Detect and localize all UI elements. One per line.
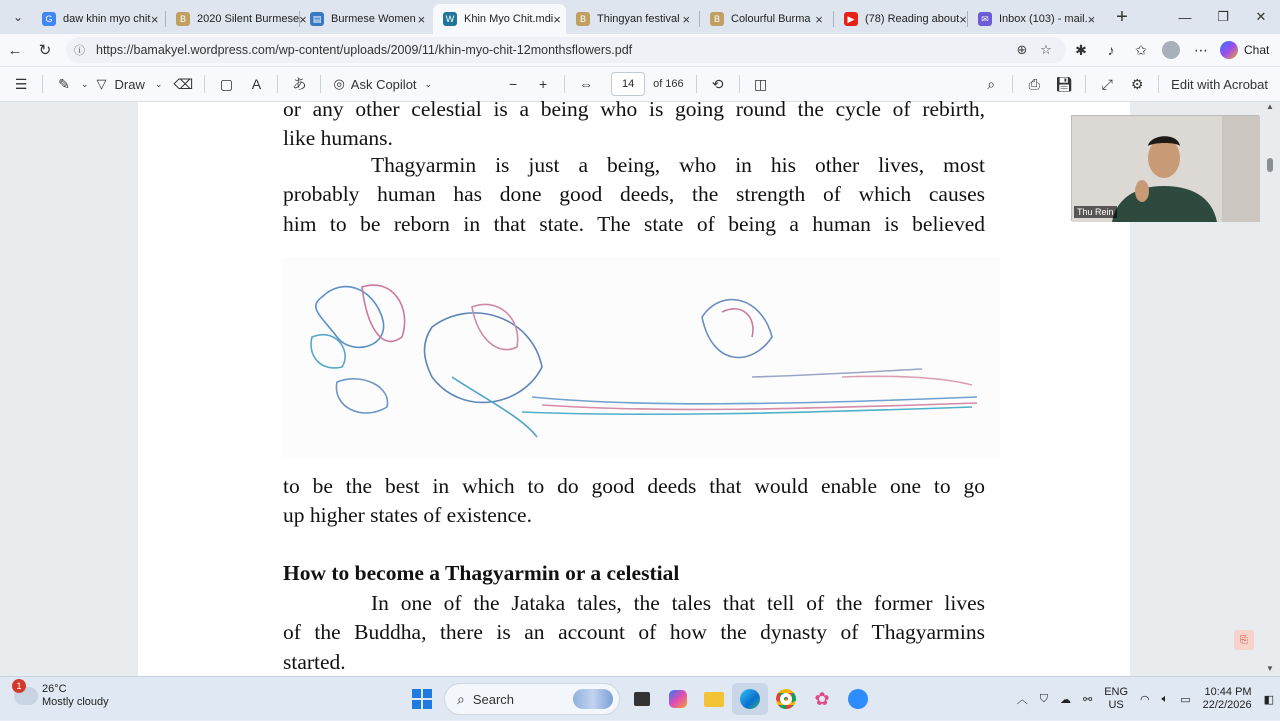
draw-icon: ▽ [96, 76, 107, 91]
paragraph-3 [283, 472, 985, 531]
notification-badge: 1 [12, 679, 26, 693]
zoom-icon[interactable]: ⊕ [1016, 42, 1028, 57]
page-total: of 166 [653, 78, 684, 90]
close-tab-icon[interactable]: × [553, 11, 561, 27]
tab-title: Colourful Burma [731, 13, 811, 25]
divider [739, 75, 740, 93]
tab-title: Burmese Women [331, 13, 416, 25]
participant-name: Thu Rein [1074, 206, 1117, 218]
clock-date: 22/2/2026 [1202, 699, 1252, 711]
system-tray [1011, 677, 1280, 721]
tab-title: Khin Myo Chit.mdi [464, 13, 554, 25]
network-status-icon[interactable]: ⚯ [1082, 693, 1093, 706]
scrollbar-thumb[interactable] [1267, 158, 1273, 172]
security-icon[interactable]: ⛉ [1039, 692, 1048, 705]
copilot-icon [1220, 41, 1238, 59]
page-icon: ▤ [310, 12, 324, 26]
fullscreen-icon[interactable]: ⤢ [1101, 75, 1113, 92]
language-line2: US [1108, 699, 1124, 711]
edge-browser-icon[interactable] [732, 683, 768, 715]
tab-4[interactable] [433, 4, 566, 34]
search-icon[interactable]: ⌕ [987, 75, 996, 92]
google-icon: G [42, 12, 56, 26]
onedrive-cloud-icon[interactable]: ☁ [1059, 693, 1071, 706]
task-view-icon[interactable] [624, 683, 660, 715]
maximize-button[interactable]: ❐ [1217, 9, 1229, 24]
acrobat-icon[interactable]: ⎘ [1234, 630, 1254, 650]
tab-3[interactable] [300, 4, 433, 34]
refresh-button[interactable]: ↻ [38, 42, 52, 59]
divider [320, 75, 321, 93]
taskbar-search[interactable] [444, 683, 620, 715]
favorite-star-icon[interactable]: ☆ [1040, 42, 1052, 57]
text-line: Thagyarmin is just a being, who in his other lives, most [371, 153, 985, 177]
draw-label: Draw [114, 76, 145, 92]
notifications-icon[interactable]: ◧ [1263, 693, 1274, 706]
tab-strip [0, 0, 1280, 34]
language-indicator[interactable] [1104, 686, 1128, 712]
divider [277, 75, 278, 93]
window-controls [1166, 0, 1280, 34]
more-options-icon[interactable]: ⋯ [1194, 41, 1208, 58]
address-bar-row [0, 34, 1280, 66]
start-windows-icon[interactable] [404, 683, 440, 715]
favorites-icon[interactable]: ✩ [1135, 41, 1147, 58]
read-aloud-icon[interactable]: A [251, 76, 262, 92]
copilot-chat-button[interactable] [1220, 41, 1269, 59]
weather-temperature: 26°C [42, 683, 67, 695]
search-label: Search [472, 691, 515, 707]
divider [696, 75, 697, 93]
new-tab-button[interactable]: + [1116, 5, 1128, 28]
highlight-icon[interactable]: ✎ [58, 75, 70, 92]
divider [1158, 75, 1159, 93]
text-line: like humans. [283, 126, 393, 151]
blogger-icon: B [710, 12, 724, 26]
close-tab-icon[interactable]: × [815, 11, 823, 27]
scroll-down-icon[interactable]: ▼ [1266, 664, 1274, 673]
close-tab-icon[interactable]: × [299, 11, 307, 27]
text-line: started. [283, 649, 346, 674]
ask-copilot-button[interactable] [327, 70, 438, 98]
tab-1[interactable] [32, 4, 165, 34]
read-aloud-icon[interactable]: ♪ [1107, 42, 1115, 58]
draw-button[interactable] [91, 70, 169, 98]
divider [1085, 75, 1086, 93]
weather-description: Mostly cloudy [42, 696, 109, 708]
blogger-icon: B [576, 12, 590, 26]
lotus-drawing [282, 257, 1000, 457]
divider [564, 75, 565, 93]
wordpress-icon: W [443, 12, 457, 26]
zoom-in-icon[interactable]: + [538, 76, 548, 92]
page-view-icon[interactable]: ◫ [754, 75, 768, 92]
paragraph-4 [283, 589, 985, 677]
text-line: up higher states of existence. [283, 503, 532, 528]
battery-icon[interactable]: ▭ [1180, 693, 1191, 706]
zoom-app-icon[interactable] [840, 683, 876, 715]
clock[interactable] [1203, 686, 1252, 712]
fit-page-icon[interactable]: ⇔ [579, 76, 594, 92]
paragraph-2 [283, 151, 985, 239]
copilot-icon: ◎ [333, 76, 345, 91]
tab-title: Thingyan festival [597, 13, 680, 25]
text-line: him to be reborn in that state. The state of being a human is believed [283, 211, 985, 236]
divider [42, 75, 43, 93]
eraser-icon[interactable]: ⌫ [173, 75, 194, 92]
taskbar [0, 676, 1280, 720]
url-text: https://bamakyel.wordpress.com/wp-content/uploads/2009/11/khin-myo-chit-12monthsflowers.pdf [96, 43, 633, 57]
site-info-icon[interactable]: ⓘ [74, 45, 85, 57]
text-box-icon[interactable]: ▢ [219, 75, 234, 92]
section-heading: How to become a Thagyarmin or a celestial [283, 561, 680, 585]
close-tab-icon[interactable]: × [417, 11, 426, 27]
tab-6[interactable] [700, 4, 833, 34]
text-line: to be the best in which to do good deeds that would enable one to go [283, 474, 985, 498]
close-tab-icon[interactable]: × [1087, 11, 1096, 27]
wifi-icon[interactable]: ◠ [1140, 693, 1150, 706]
close-tab-icon[interactable]: × [682, 11, 691, 27]
back-button[interactable]: ← [7, 41, 23, 59]
taskbar-apps [404, 683, 876, 715]
zoom-out-icon[interactable]: − [508, 76, 518, 92]
text-line: of the Buddha, there is an account of how the dynasty of Thagyarmins [283, 620, 985, 645]
search-icon: ⌕ [457, 690, 465, 707]
vertical-scrollbar[interactable] [1264, 102, 1276, 676]
tab-title: 2020 Silent Burmese [197, 13, 300, 25]
mail-icon: ✉ [978, 12, 992, 26]
tab-7[interactable] [834, 4, 967, 34]
search-highlight-art [573, 689, 613, 709]
volume-icon[interactable]: 🔈︎ [1161, 692, 1169, 705]
blogger-icon: B [176, 12, 190, 26]
text-line: In one of the Jataka tales, the tales that tell of the former lives [371, 591, 985, 615]
page-number-input[interactable]: 14 [611, 72, 645, 96]
tab-title: daw khin myo chit [63, 13, 151, 25]
youtube-icon: ▶ [844, 12, 858, 26]
lotus-flowers-illustration [282, 257, 1000, 457]
chrome-icon[interactable] [768, 683, 804, 715]
file-explorer-icon[interactable] [696, 683, 732, 715]
divider [204, 75, 205, 93]
close-tab-icon[interactable]: × [959, 11, 967, 27]
text-line: or any other celestial is a being who is going round the cycle of rebirth, [283, 97, 985, 121]
webcam-overlay [1071, 115, 1259, 221]
text-line: probably human has done good deeds, the strength of which causes [283, 182, 985, 207]
extensions-icon[interactable]: ✱ [1075, 41, 1087, 58]
translate-icon[interactable]: あ [292, 76, 307, 92]
contents-icon[interactable]: ☰ [14, 75, 28, 92]
address-bar[interactable] [66, 37, 1066, 63]
copilot-label: Chat [1244, 43, 1270, 57]
close-tab-icon[interactable]: × [150, 11, 159, 27]
profile-avatar[interactable] [1162, 41, 1180, 59]
print-icon[interactable]: ⎙ [1028, 75, 1040, 92]
highlight-dropdown-icon[interactable]: ⌄ [81, 78, 89, 89]
close-window-button[interactable]: ✕ [1255, 9, 1267, 24]
language-line1: ENG [1104, 686, 1129, 698]
show-hidden-icons-icon[interactable]: ︿ [1016, 694, 1028, 706]
copilot-app-icon[interactable] [660, 683, 696, 715]
save-icon[interactable]: 💾︎ [1055, 75, 1074, 92]
rotate-icon[interactable]: ⟲ [711, 75, 724, 92]
pdf-page [138, 97, 1130, 676]
tab-8[interactable] [968, 4, 1101, 34]
tab-actions-menu[interactable]: ⌄ [12, 10, 24, 24]
cloud-icon [14, 681, 38, 705]
chevron-down-icon: ⌄ [424, 78, 433, 89]
tab-2[interactable] [166, 4, 307, 34]
tab-5[interactable] [566, 4, 699, 34]
tab-title: (78) Reading about [865, 13, 960, 25]
clock-time: 10:44 PM [1204, 686, 1252, 698]
divider [1012, 75, 1013, 93]
edit-with-acrobat-button[interactable]: Edit with Acrobat [1171, 76, 1268, 92]
scroll-up-icon[interactable]: ▲ [1266, 102, 1274, 111]
chevron-down-icon: ⌄ [154, 78, 163, 89]
settings-gear-icon[interactable]: ⚙ [1130, 75, 1144, 92]
paragraph-1 [283, 95, 985, 154]
tab-title: Inbox (103) - mail. [999, 13, 1088, 25]
minimize-button[interactable]: — [1178, 9, 1192, 25]
photos-icon[interactable]: ✿ [814, 688, 830, 709]
weather-widget[interactable] [14, 683, 109, 709]
ask-copilot-label: Ask Copilot [350, 76, 417, 92]
